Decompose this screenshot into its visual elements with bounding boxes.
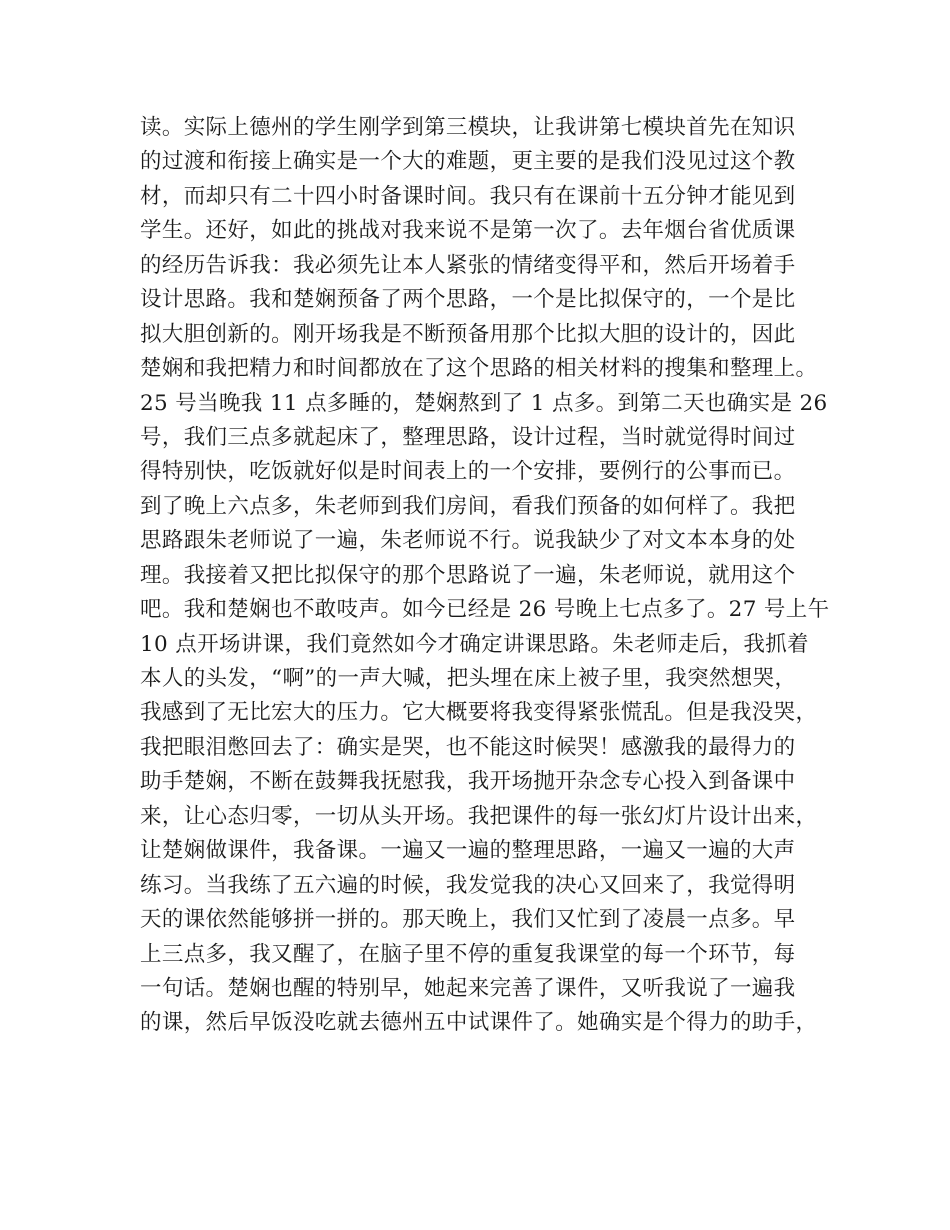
text-line-4: 学生。还好，如此的挑战对我来说不是第一次了。去年烟台省优质课 [140, 218, 796, 244]
text-line-12: 到了晚上六点多，朱老师到我们房间，看我们预备的如何样了。我把 [140, 493, 796, 519]
text-line-20: 助手楚娴，不断在鼓舞我抚慰我，我开场抛开杂念专心投入到备课中 [140, 769, 796, 795]
text-line-7: 拟大胆创新的。刚开场我是不断预备用那个比拟大胆的设计的，因此 [140, 321, 796, 347]
text-line-23: 练习。当我练了五六遍的时候，我发觉我的决心又回来了，我觉得明 [140, 872, 796, 898]
text-line-3: 材，而却只有二十四小时备课时间。我只有在课前十五分钟才能见到 [140, 183, 796, 209]
text-line-10: 号，我们三点多就起床了，整理思路，设计过程，当时就觉得时间过 [140, 424, 796, 450]
text-line-15: 吧。我和楚娴也不敢吱声。如今已经是 26 号晚上七点多了。27 号上午 [140, 597, 830, 623]
text-line-11: 得特别快，吃饭就好似是时间表上的一个安排，要例行的公事而已。 [140, 459, 796, 485]
text-line-27: 的课，然后早饭没吃就去德州五中试课件了。她确实是个得力的助手， [140, 1010, 818, 1036]
text-line-24: 天的课依然能够拼一拼的。那天晚上，我们又忙到了凌晨一点多。早 [140, 907, 796, 933]
text-line-5: 的经历告诉我：我必须先让本人紧张的情绪变得平和，然后开场着手 [140, 252, 796, 278]
text-line-14: 理。我接着又把比拟保守的那个思路说了一遍，朱老师说，就用这个 [140, 562, 796, 588]
text-line-25: 上三点多，我又醒了，在脑子里不停的重复我课堂的每一个环节，每 [140, 941, 796, 967]
text-line-2: 的过渡和衔接上确实是一个大的难题，更主要的是我们没见过这个教 [140, 149, 796, 175]
text-line-16: 10 点开场讲课，我们竟然如今才确定讲课思路。朱老师走后，我抓着 [140, 631, 809, 657]
text-line-9: 25 号当晚我 11 点多睡的，楚娴熬到了 1 点多。到第二天也确实是 26 [140, 390, 828, 416]
body-text [140, 111, 830, 1041]
text-line-22: 让楚娴做课件，我备课。一遍又一遍的整理思路，一遍又一遍的大声 [140, 838, 796, 864]
text-line-6: 设计思路。我和楚娴预备了两个思路，一个是比拟保守的，一个是比 [140, 287, 796, 313]
text-line-21: 来，让心态归零，一切从头开场。我把课件的每一张幻灯片设计出来， [140, 803, 818, 829]
text-line-13: 思路跟朱老师说了一遍，朱老师说不行。说我缺少了对文本本身的处 [140, 528, 796, 554]
text-line-17: 本人的头发，“啊”的一声大喊，把头埋在床上被子里，我突然想哭， [140, 666, 797, 691]
text-line-26: 一句话。楚娴也醒的特别早，她起来完善了课件，又听我说了一遍我 [140, 975, 796, 1001]
text-line-19: 我把眼泪憋回去了：确实是哭，也不能这时候哭！感激我的最得力的 [140, 734, 796, 760]
text-line-1: 读。实际上德州的学生刚学到第三模块，让我讲第七模块首先在知识 [140, 115, 796, 140]
text-line-8: 楚娴和我把精力和时间都放在了这个思路的相关材料的搜集和整理上。 [140, 356, 818, 382]
text-line-18: 我感到了无比宏大的压力。它大概要将我变得紧张慌乱。但是我没哭， [140, 700, 818, 726]
